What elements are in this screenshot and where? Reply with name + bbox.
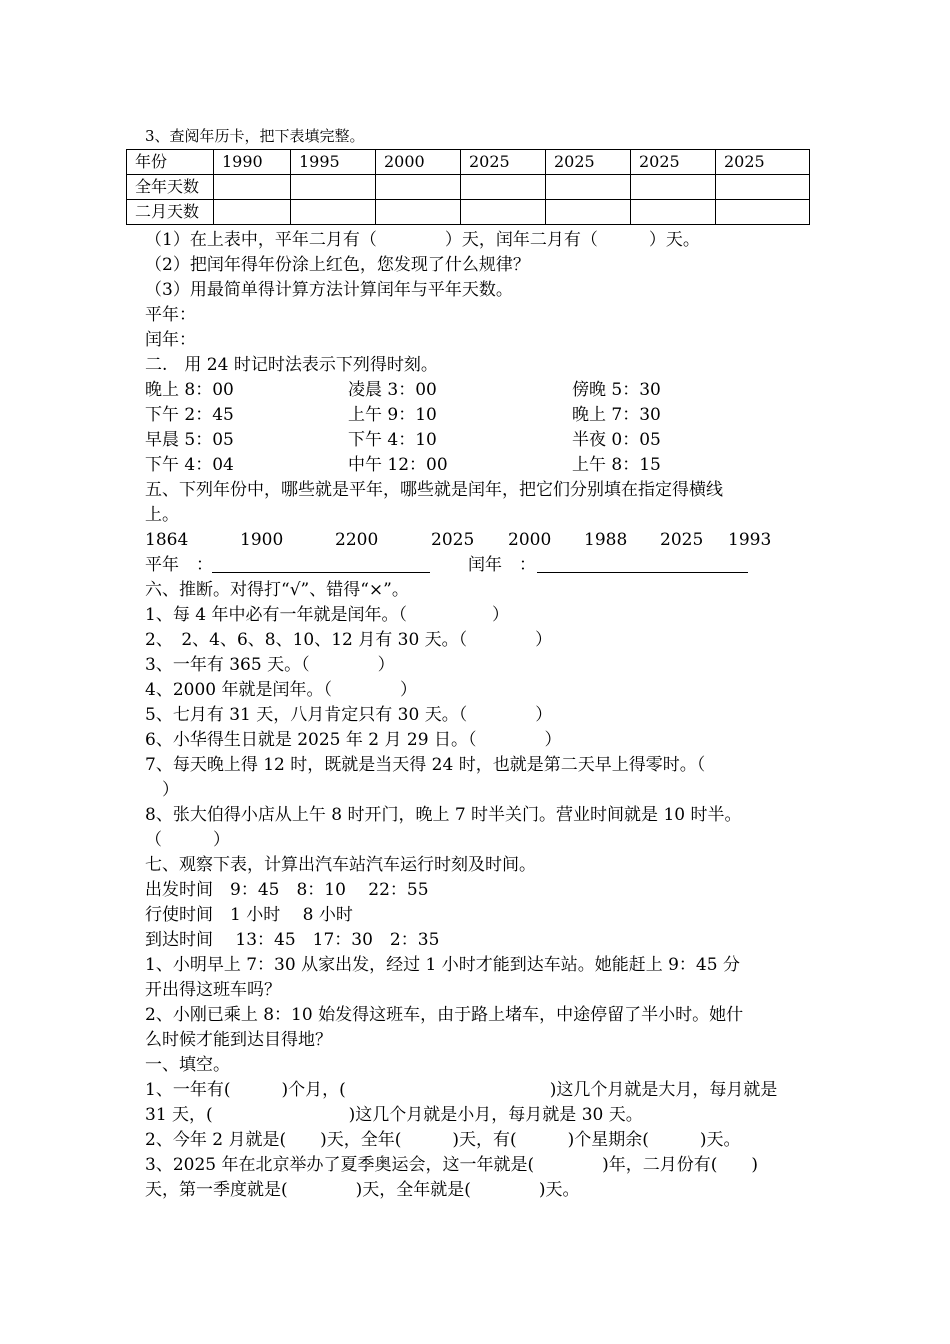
judge-item: 6、小华得生日就是 2025 年 2 月 29 日。（ ） <box>145 730 562 750</box>
year-item: 2000 <box>508 530 552 550</box>
fill-item-cont: 天，第一季度就是( )天，全年就是( )天。 <box>145 1180 580 1200</box>
q3-sub-3: （3）用最简单得计算方法计算闰年与平年天数。 <box>145 280 513 300</box>
judge-item: 4、2000 年就是闰年。（ ） <box>145 680 417 700</box>
sec7-question-cont: 开出得这班车吗？ <box>145 980 281 1000</box>
bus-row: 到达时间 13：45 17：30 2：35 <box>145 930 440 950</box>
table-cell[interactable] <box>631 175 716 200</box>
table-cell: 2000 <box>376 150 461 175</box>
pingnian-label: 平年： <box>145 305 196 325</box>
time-item: 下午 2：45 <box>145 405 234 425</box>
table-cell[interactable] <box>291 200 376 225</box>
q3-sub-2: （2）把闰年得年份涂上红色，您发现了什么规律？ <box>145 255 530 275</box>
section-5-title: 五、下列年份中，哪些就是平年，哪些就是闰年，把它们分别填在指定得横线 <box>145 480 723 500</box>
time-item: 傍晚 5：30 <box>572 380 661 400</box>
pingnian-answer-line[interactable] <box>212 572 430 573</box>
section-1-title: 一、填空。 <box>145 1055 230 1075</box>
year-item: 2025 <box>660 530 704 550</box>
table-cell: 2025 <box>716 150 810 175</box>
q3-sub-1: （1）在上表中，平年二月有（ ）天，闰年二月有（ ）天。 <box>145 230 700 250</box>
table-cell[interactable] <box>716 200 810 225</box>
table-cell: 2025 <box>631 150 716 175</box>
judge-item: 3、一年有 365 天。（ ） <box>145 655 395 675</box>
runnian-answer-line[interactable] <box>537 572 748 573</box>
year-item: 1993 <box>728 530 772 550</box>
section-2-title: 二. 用 24 时记时法表示下列得时刻。 <box>145 355 438 375</box>
table-cell[interactable] <box>291 175 376 200</box>
judge-item: 5、七月有 31 天，八月肯定只有 30 天。（ ） <box>145 705 553 725</box>
time-item: 下午 4：04 <box>145 455 234 475</box>
judge-item-cont: （ ） <box>145 830 230 850</box>
bus-row: 行使时间 1 小时 8 小时 <box>145 905 353 925</box>
q3-title: 3、查阅年历卡，把下表填完整。 <box>145 127 365 145</box>
year-days-table <box>126 149 810 225</box>
table-cell: 2025 <box>546 150 631 175</box>
judge-item: 2、 2、4、6、8、10、12 月有 30 天。（ ） <box>145 630 553 650</box>
time-item: 半夜 0：05 <box>572 430 661 450</box>
time-item: 上午 9：10 <box>348 405 437 425</box>
time-item: 早晨 5：05 <box>145 430 234 450</box>
sec7-question: 1、小明早上 7：30 从家出发，经过 1 小时才能到达车站。她能赶上 9：45 分 <box>145 955 740 975</box>
table-header-row <box>127 150 810 175</box>
section-6-title: 六、推断。对得打“√”、错得“×”。 <box>145 580 409 600</box>
table-cell[interactable] <box>546 200 631 225</box>
time-item: 凌晨 3：00 <box>348 380 437 400</box>
sec7-question: 2、小刚已乘上 8：10 始发得这班车，由于路上堵车，中途停留了半小时。她什 <box>145 1005 744 1025</box>
runnian-answer-label: 闰年 ： <box>468 555 536 575</box>
table-row <box>127 175 810 200</box>
table-cell[interactable] <box>546 175 631 200</box>
sec7-question-cont: 么时候才能到达目得地？ <box>145 1030 332 1050</box>
time-item: 晚上 7：30 <box>572 405 661 425</box>
table-cell: 年份 <box>127 150 214 175</box>
year-item: 2025 <box>431 530 475 550</box>
table-cell[interactable] <box>214 175 291 200</box>
time-item: 中午 12：00 <box>348 455 448 475</box>
pingnian-answer-label: 平年 ： <box>145 555 213 575</box>
fill-item: 2、今年 2 月就是( )天，全年( )天，有( )个星期余( )天。 <box>145 1130 741 1150</box>
time-item: 下午 4：10 <box>348 430 437 450</box>
section-5-title-cont: 上。 <box>145 505 179 525</box>
bus-row: 出发时间 9：45 8：10 22：55 <box>145 880 429 900</box>
table-cell[interactable] <box>716 175 810 200</box>
table-cell: 1995 <box>291 150 376 175</box>
table-cell[interactable] <box>376 175 461 200</box>
judge-item-cont: ） <box>145 780 179 800</box>
table-cell[interactable] <box>461 200 546 225</box>
runnian-label: 闰年： <box>145 330 196 350</box>
fill-item: 1、一年有( )个月，( )这几个月就是大月，每月就是 <box>145 1080 778 1100</box>
judge-item: 1、每 4 年中必有一年就是闰年。（ ） <box>145 605 509 625</box>
judge-item: 8、张大伯得小店从上午 8 时开门，晚上 7 时半关门。营业时间就是 10 时半。 <box>145 805 742 825</box>
table-cell: 二月天数 <box>127 200 214 225</box>
table-cell[interactable] <box>631 200 716 225</box>
table-cell: 1990 <box>214 150 291 175</box>
fill-item: 3、2025 年在北京举办了夏季奥运会，这一年就是( )年，二月份有( ) <box>145 1155 759 1175</box>
table-cell[interactable] <box>461 175 546 200</box>
year-item: 1900 <box>240 530 284 550</box>
judge-item: 7、每天晚上得 12 时，既就是当天得 24 时，也就是第二天早上得零时。（ <box>145 755 706 775</box>
year-item: 2200 <box>335 530 379 550</box>
year-item: 1864 <box>145 530 189 550</box>
fill-item-cont: 31 天，( )这几个月就是小月，每月就是 30 天。 <box>145 1105 643 1125</box>
time-item: 晚上 8：00 <box>145 380 234 400</box>
year-item: 1988 <box>584 530 628 550</box>
section-7-title: 七、观察下表，计算出汽车站汽车运行时刻及时间。 <box>145 855 536 875</box>
table-cell: 全年天数 <box>127 175 214 200</box>
time-item: 上午 8：15 <box>572 455 661 475</box>
table-cell[interactable] <box>376 200 461 225</box>
table-cell: 2025 <box>461 150 546 175</box>
table-cell[interactable] <box>214 200 291 225</box>
table-row <box>127 200 810 225</box>
